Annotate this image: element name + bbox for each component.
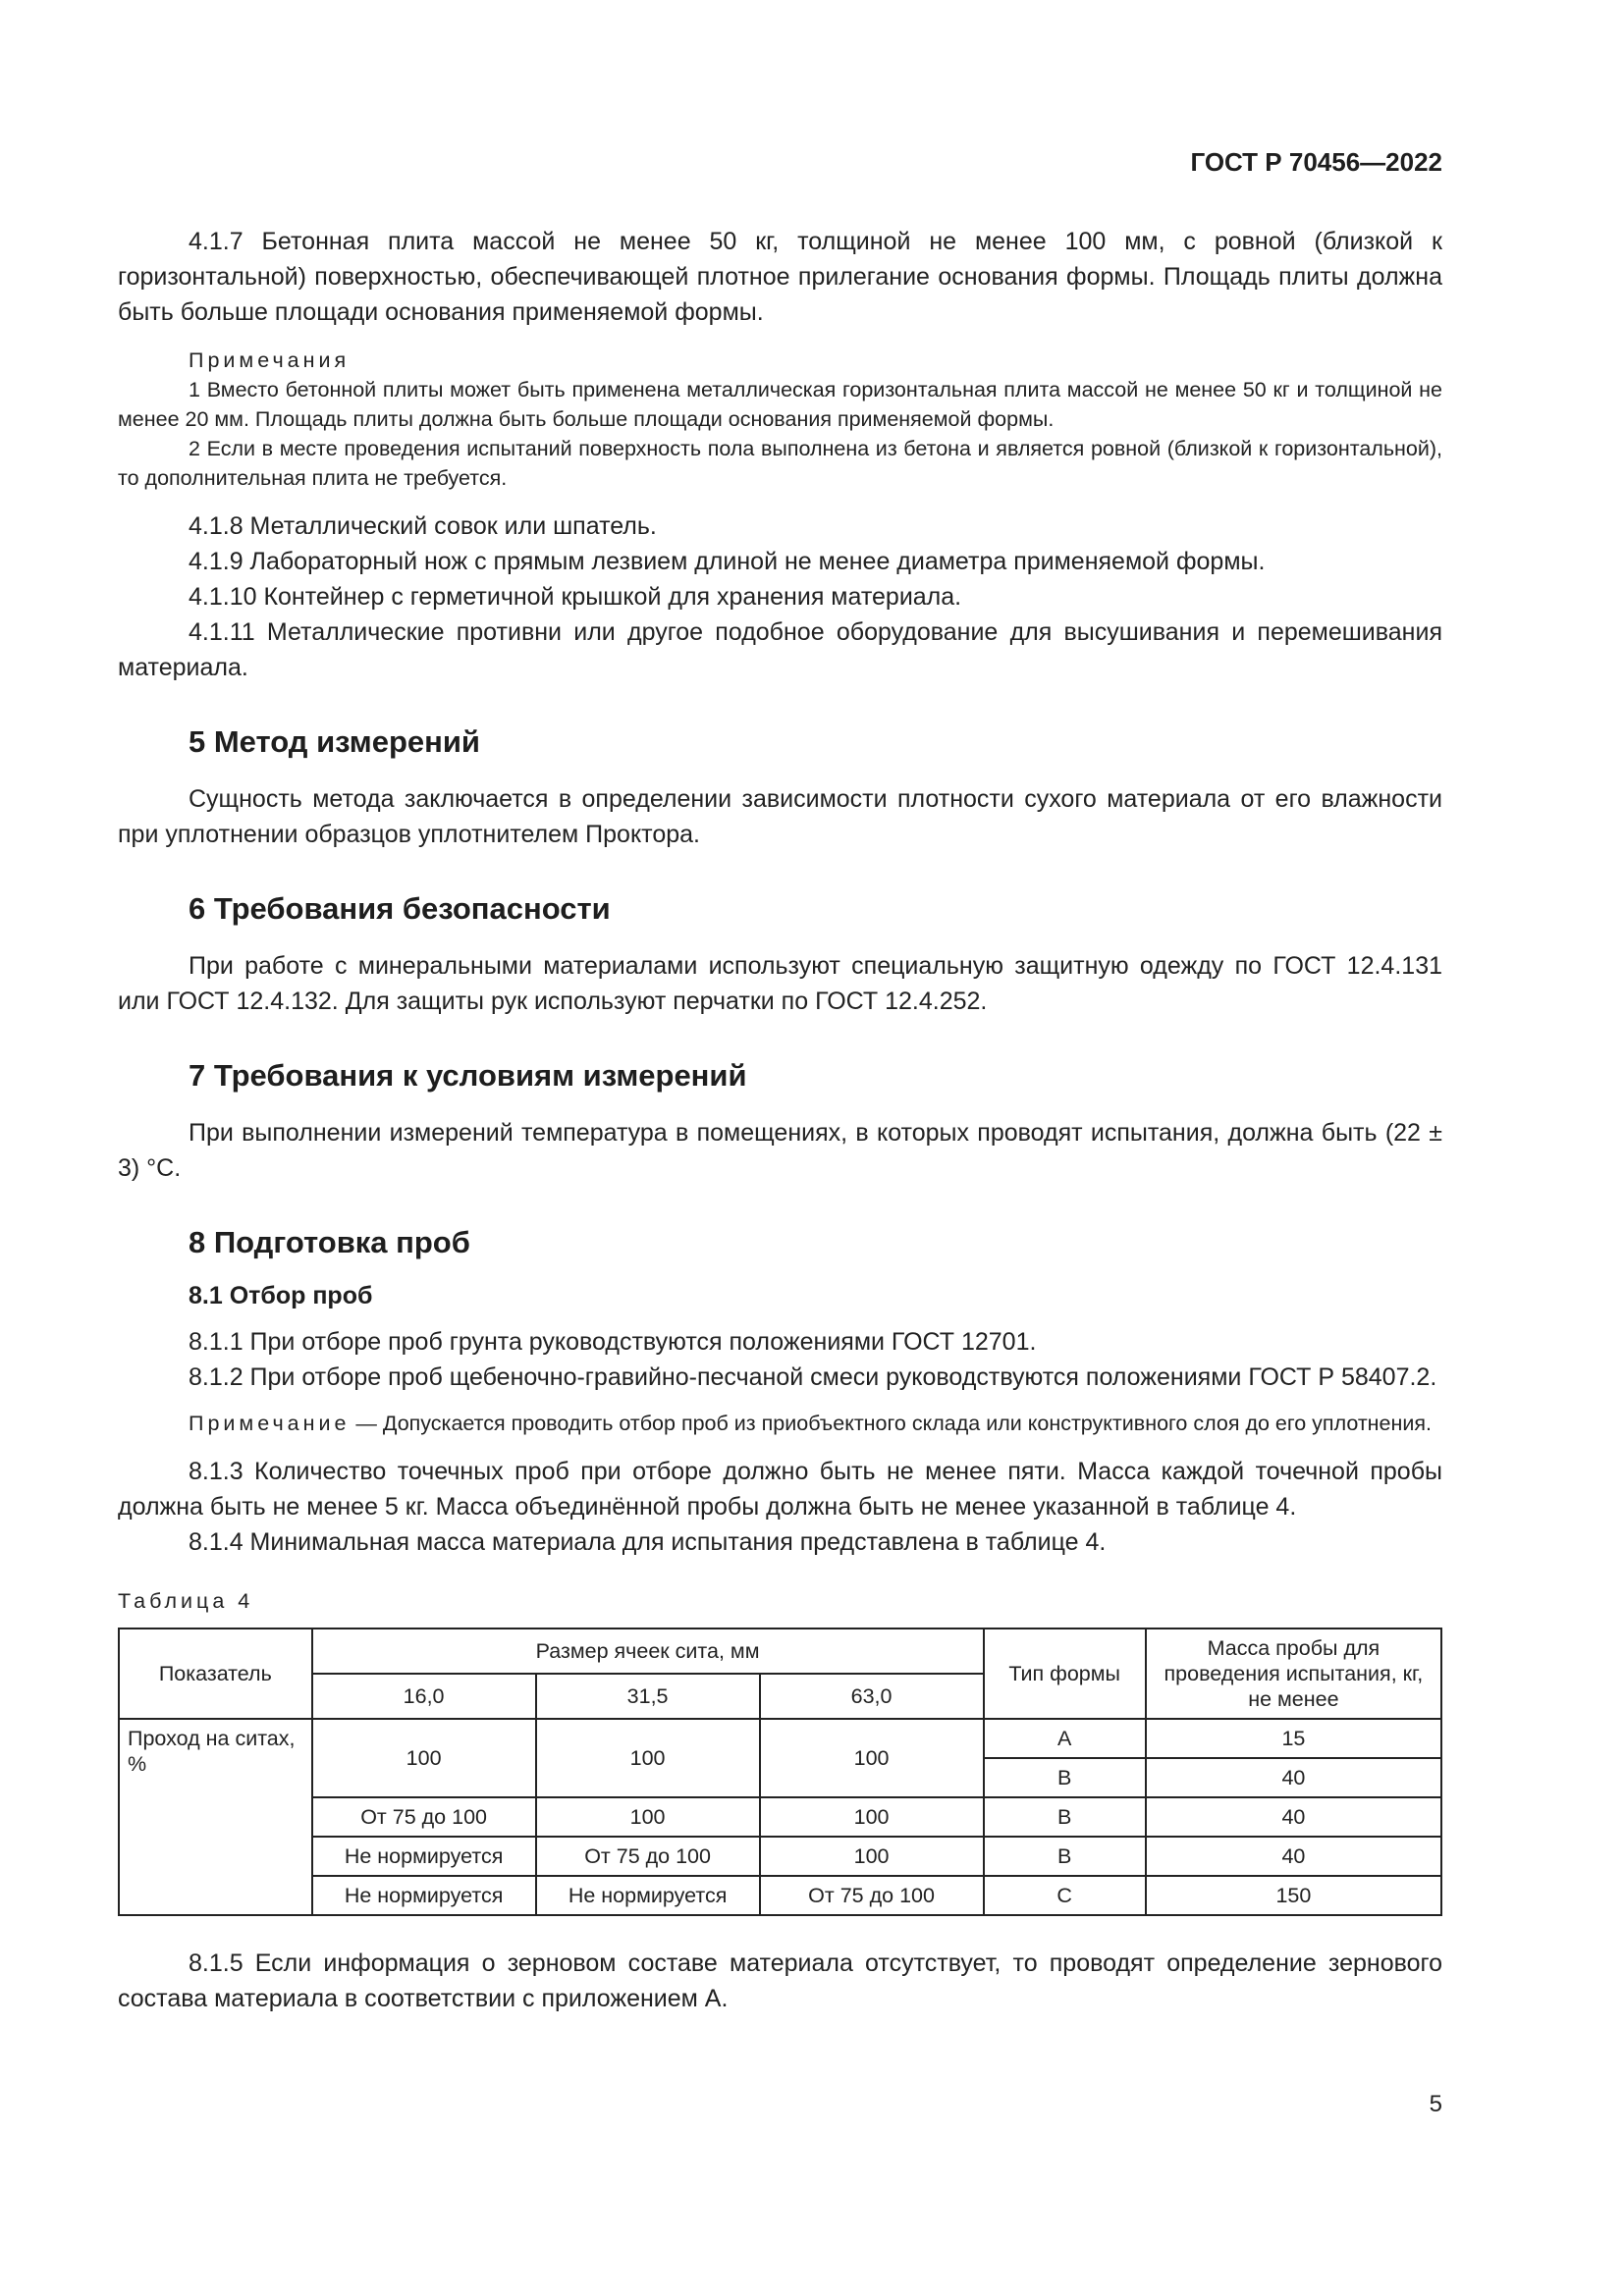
clause-4-1-8: 4.1.8 Металлический совок или шпатель. [189,512,657,540]
standard-code: ГОСТ Р 70456—2022 [1190,147,1442,177]
cell-r2-s3: 100 [760,1797,984,1837]
cell-r1-mass-a: 15 [1146,1719,1441,1758]
table-row [119,1797,1441,1837]
table-header-row [119,1629,1441,1674]
cell-r4-mass: 150 [1146,1876,1441,1915]
cell-r2-mass: 40 [1146,1797,1441,1837]
header-sample-mass: Массa пробы для проведения испытания, кг, не менее [1146,1629,1441,1719]
note-1: 1 Вместо бетонной плиты может быть применена металлическая горизонтальная плита массой не менее 50 кг и толщиной не менее 20 мм. Площадь плиты должна быть больше площади основания применяемой формы. [118,378,1442,431]
note-single-label: Примечание [189,1412,351,1435]
table-row [119,1719,1441,1758]
cell-r3-mass: 40 [1146,1837,1441,1876]
cell-r3-s3: 100 [760,1837,984,1876]
page-number: 5 [1429,2091,1442,2117]
table-row [119,1837,1441,1876]
cell-r2-s2: 100 [536,1797,760,1837]
note-single-text: — Допускается проводить отбор проб из приобъектного склада или конструктивного слоя до его уплотнения. [350,1412,1433,1435]
clause-4-1-11: 4.1.11 Металлические противни или другое подобное оборудование для высушивания и перемешивания материала. [118,618,1442,681]
section-6-title: 6 Требования безопасности [189,891,611,926]
cell-r1-form-b: В [984,1758,1146,1797]
clause-8-1-4: 8.1.4 Минимальная масса материала для испытания представлена в таблице 4. [189,1528,1107,1556]
cell-r1-s2: 100 [536,1719,760,1797]
clause-8-1-5: 8.1.5 Если информация о зерновом составе материала отсутствует, то проводят определение зернового состава материала в соответствии с приложением А. [118,1949,1442,2012]
cell-r4-s2: Не нормируется [536,1876,760,1915]
section-7-text: При выполнении измерений температура в помещениях, в которых проводят испытания, должна быть (22 ± 3) °С. [118,1119,1442,1182]
header-sieve-size: Размер ячеек сита, мм [312,1629,984,1674]
cell-r1-form-a: А [984,1719,1146,1758]
header-form-type: Тип формы [984,1629,1146,1719]
cell-r1-s1: 100 [312,1719,536,1797]
section-8-title: 8 Подготовка проб [189,1225,470,1259]
cell-r1-mass-b: 40 [1146,1758,1441,1797]
cell-r3-s2: От 75 до 100 [536,1837,760,1876]
clause-8-1-1: 8.1.1 При отборе проб грунта руководствуются положениями ГОСТ 12701. [189,1328,1037,1356]
cell-r1-s3: 100 [760,1719,984,1797]
clause-8-1-3: 8.1.3 Количество точечных проб при отборе должно быть не менее пяти. Масса каждой точечной пробы должна быть не менее 5 кг. Масса объединённой пробы должна быть не менее указанной в таблице 4. [118,1458,1442,1521]
note-single [118,1409,1442,1438]
cell-r4-form: С [984,1876,1146,1915]
table-row [119,1876,1441,1915]
clause-8-1-2: 8.1.2 При отборе проб щебеночно-гравийно-песчаной смеси руководствуются положениями ГОСТ Р 58407.2. [189,1363,1437,1391]
cell-r3-form: В [984,1837,1146,1876]
header-sieve-63: 63,0 [760,1674,984,1719]
clause-4-1-7: 4.1.7 Бетонная плита массой не менее 50 кг, толщиной не менее 100 мм, с ровной (близкой к горизонтальной) поверхностью, обеспечивающей плотное прилегание основания формы. Площадь плиты должна быть больше площади основания применяемой формы. [118,228,1442,326]
cell-r4-s3: От 75 до 100 [760,1876,984,1915]
notes-heading: Примечания [189,348,351,372]
table-caption: Таблица 4 [118,1589,254,1613]
section-5-title: 5 Метод измерений [189,724,480,759]
header-sieve-16: 16,0 [312,1674,536,1719]
page-content [118,224,1442,2016]
section-6-text: При работе с минеральными материалами используют специальную защитную одежду по ГОСТ 12.4.131 или ГОСТ 12.4.132. Для защиты рук используют перчатки по ГОСТ 12.4.252. [118,952,1442,1015]
clause-4-1-9: 4.1.9 Лабораторный нож с прямым лезвием длиной не менее диаметра применяемой формы. [189,548,1266,575]
header-indicator: Показатель [119,1629,312,1719]
cell-r4-s1: Не нормируется [312,1876,536,1915]
section-7-title: 7 Требования к условиям измерений [189,1058,747,1093]
header-sieve-31-5: 31,5 [536,1674,760,1719]
table-4 [118,1628,1442,1916]
note-2: 2 Если в месте проведения испытаний поверхность пола выполнена из бетона и является ровной (близкой к горизонтальной), то дополнительная плита не требуется. [118,437,1442,490]
subsection-8-1-title: 8.1 Отбор проб [189,1282,373,1309]
cell-r2-form: В [984,1797,1146,1837]
indicator-cell: Проход на ситах, % [119,1719,312,1915]
clause-4-1-10: 4.1.10 Контейнер с герметичной крышкой для хранения материала. [189,583,962,611]
cell-r2-s1: От 75 до 100 [312,1797,536,1837]
section-5-text: Сущность метода заключается в определении зависимости плотности сухого материала от его влажности при уплотнении образцов уплотнителем Проктора. [118,785,1442,848]
cell-r3-s1: Не нормируется [312,1837,536,1876]
